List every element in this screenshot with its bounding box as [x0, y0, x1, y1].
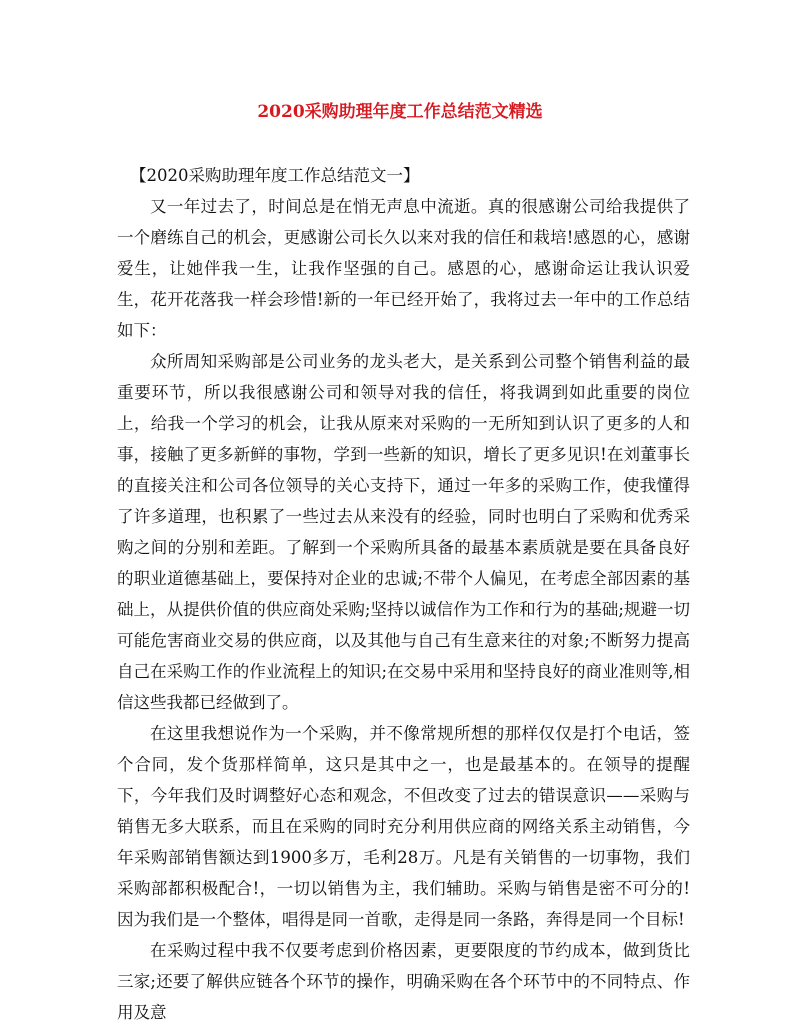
document-body [117, 160, 690, 1028]
paragraph-3: 在这里我想说作为一个采购，并不像常规所想的那样仅仅是打个电话，签个合同，发个货那样简单，这只是其中之一，也是最基本的。在领导的提醒下，今年我们及时调整好心态和观念，不但改变了过去的错误意识——采购与销售无多大联系，而且在采购的同时充分利用供应商的网络关系主动销售，今年采购部销售额达到1900多万，毛利28万。凡是有关销售的一切事物，我们采购部都积极配合!，一切以销售为主，我们辅助。采购与销售是密不可分的!因为我们是一个整体，唱得是同一首歌，走得是同一条路，奔得是同一个目标! [117, 724, 690, 929]
document-title: 2020采购助理年度工作总结范文精选 [257, 102, 543, 122]
paragraph-2: 众所周知采购部是公司业务的龙头老大，是关系到公司整个销售利益的最重要环节，所以我很感谢公司和领导对我的信任，将我调到如此重要的岗位上，给我一个学习的机会，让我从原来对采购的一无所知到认识了更多的人和事，接触了更多新鲜的事物，学到一些新的知识，增长了更多见识!在刘董事长的直接关注和公司各位领导的关心支持下，通过一年多的采购工作，使我懂得了许多道理，也积累了一些过去从来没有的经验，同时也明白了采购和优秀采购之间的分别和差距。了解到一个采购所具备的最基本素质就是要在具备良好的职业道德基础上，要保持对企业的忠诚;不带个人偏见，在考虑全部因素的基础上，从提供价值的供应商处采购;坚持以诚信作为工作和行为的基础;规避一切可能危害商业交易的供应商，以及其他与自己有生意来往的对象;不断努力提高自己在采购工作的作业流程上的知识;在交易中采用和坚持良好的商业准则等,相信这些我都已经做到了。 [117, 352, 690, 712]
paragraph-1: 又一年过去了，时间总是在悄无声息中流逝。真的很感谢公司给我提供了一个磨练自己的机会，更感谢公司长久以来对我的信任和栽培!感恩的心，感谢爱生，让她伴我一生，让我作坚强的自己。感恩的心，感谢命运让我认识爱生，花开花落我一样会珍惜!新的一年已经开始了，我将过去一年中的工作总结如下： [117, 197, 690, 340]
section-heading: 【2020采购助理年度工作总结范文一】 [130, 166, 420, 185]
paragraph-4: 在采购过程中我不仅要考虑到价格因素，更要限度的节约成本，做到货比三家;还要了解供应链各个环节的操作，明确采购在各个环节中的不同特点、作用及意 [117, 941, 690, 1022]
